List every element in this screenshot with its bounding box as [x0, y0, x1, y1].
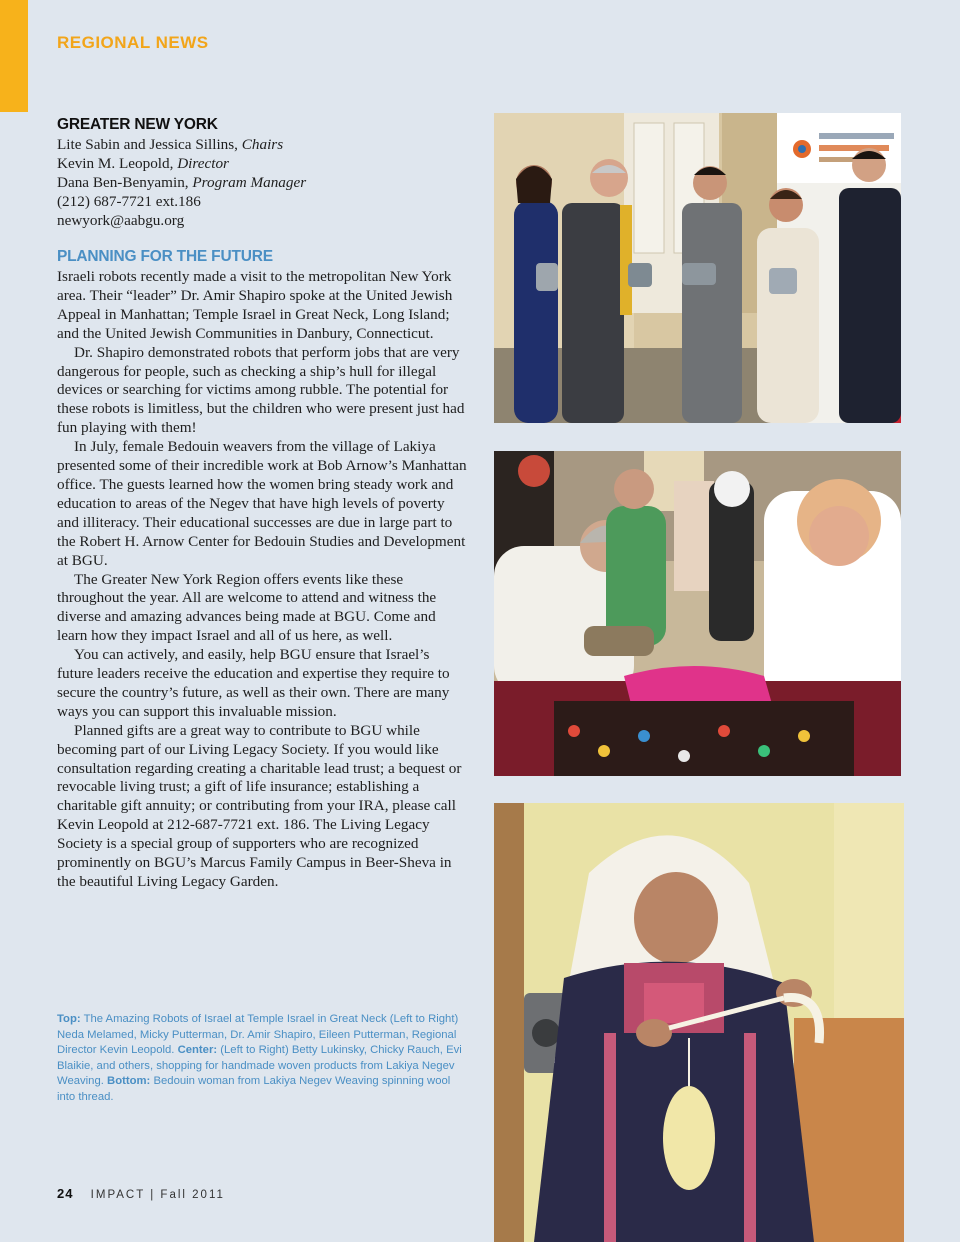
article-heading: PLANNING FOR THE FUTURE [57, 248, 273, 265]
article-paragraph: Dr. Shapiro demonstrated robots that perform jobs that are very dangerous for people, such as checking a ship’s hull for illegal devices or searching for victims among rubble. The potential for these robots is limitless, but the children who were present just had fun playing with them! [57, 343, 465, 437]
contact-block [57, 116, 477, 230]
program-manager-name: Dana Ben-Benyamin, [57, 174, 189, 191]
caption-bottom-text: Bedouin woman from Lakiya Negev Weaving spinning wool into thread. [57, 1075, 451, 1103]
region-heading: GREATER NEW YORK [57, 116, 218, 133]
article-paragraph: The Greater New York Region offers events like these throughout the year. All are welcome to attend and witness the diverse and amazing advances being made at BGU. Come and learn how they impact Israel and all of us here, as well. [57, 570, 437, 645]
article-paragraph: You can actively, and easily, help BGU ensure that Israel’s future leaders receive the education and expertise they require to secure the country’s future, as well as their own. There are many ways you can support this invaluable mission. [57, 646, 450, 720]
caption-center-text: (Left to Right) Betty Lukinsky, Chicky Rauch, Evi Blaikie, and others, shopping for handmade woven products from Lakiya Negev Weaving. [57, 1044, 462, 1088]
accent-bar [0, 0, 28, 112]
program-manager-title: Program Manager [192, 174, 307, 191]
photo-bedouin-spinning [494, 803, 904, 1242]
phone-number: (212) 687-7721 ext.186 [57, 193, 201, 210]
article [57, 248, 469, 892]
photo-weavings-shopping [494, 451, 901, 776]
caption-bottom-label: Bottom: [107, 1075, 151, 1088]
article-paragraph: Israeli robots recently made a visit to the metropolitan New York area. Their “leader” Dr. Amir Shapiro spoke at the United Jewish Appeal in Manhattan; Temple Israel in Great Neck, Long Island; and the United Jewish Communities in Danbury, Connecticut. [57, 268, 453, 342]
director-title: Director [177, 155, 229, 172]
caption-top-text: The Amazing Robots of Israel at Temple Israel in Great Neck (Left to Right) Neda Melamed, Micky Putterman, Dr. Amir Shapiro, Eileen Putterman, Regional Director Kevin Leopold. [57, 1013, 459, 1057]
email-address: newyork@aabgu.org [57, 212, 185, 229]
page-footer [57, 1186, 225, 1201]
article-paragraph: In July, female Bedouin weavers from the village of Lakiya presented some of their incredible work at Bob Arnow’s Manhattan office. The guests learned how the women bring steady work and education to areas of the Negev that have high levels of poverty and illiteracy. Their educational successes are due in large part to the Robert H. Arnow Center for Bedouin Studies and Development at BGU. [57, 438, 467, 569]
chairs-title: Chairs [241, 136, 284, 153]
section-label: REGIONAL NEWS [57, 33, 209, 52]
photo-robots-group [494, 113, 901, 423]
director-line [57, 154, 477, 173]
article-paragraph: Planned gifts are a great way to contribute to BGU while becoming part of our Living Legacy Society. If you would like consultation regarding creating a charitable lead trust; a bequest or revocable living trust; a gift of life insurance; establishing a charitable gift annuity; or contributing from your IRA, please call Kevin Leopold at 212-687-7721 ext. 186. The Living Legacy Society is a special group of supporters who are recognized prominently on BGU’s Marcus Family Campus in Beer-Sheva in the beautiful Living Legacy Garden. [57, 721, 462, 890]
chairs-names: Lite Sabin and Jessica Sillins, [57, 136, 238, 153]
page-number: 24 [57, 1186, 74, 1201]
program-manager-line [57, 173, 477, 192]
publication-name: IMPACT | Fall 2011 [90, 1189, 225, 1201]
photo-caption [57, 1012, 467, 1106]
director-name: Kevin M. Leopold, [57, 155, 174, 172]
caption-top-label: Top: [57, 1013, 81, 1025]
caption-center-label: Center: [177, 1044, 218, 1057]
chairs-line [57, 135, 477, 154]
